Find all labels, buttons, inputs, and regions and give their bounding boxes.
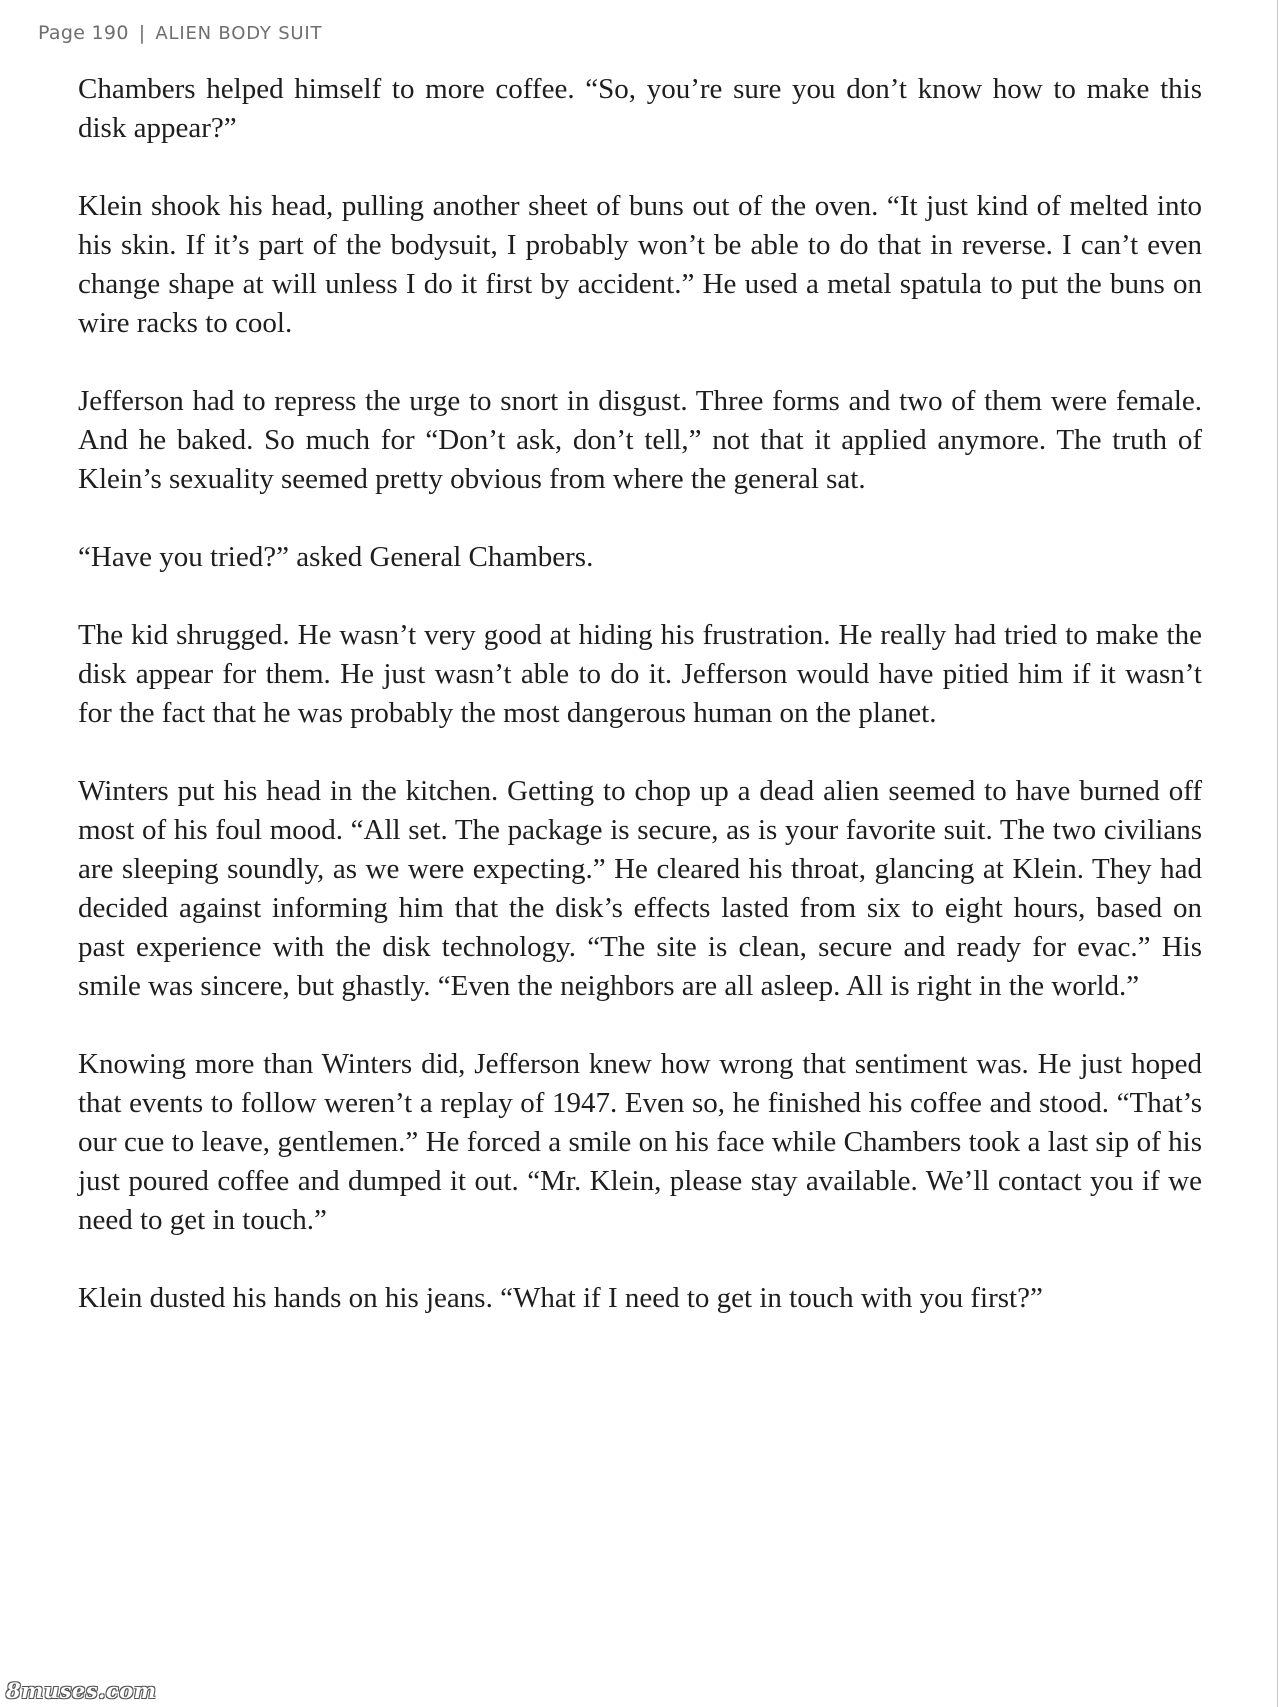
running-header (38, 22, 322, 44)
watermark-logo: 8muses.com (6, 1678, 157, 1703)
book-title: ALIEN BODY SUIT (155, 23, 323, 44)
paragraph: “Have you tried?” asked General Chambers. (78, 541, 594, 573)
paragraph: Klein shook his head, pulling another sheet of buns out of the oven. “It just kind of melted into his skin. If it’s part of the bodysuit, I probably won’t be able to do that in reverse. I can’t even change shape at will unless I do it first by accident.” He used a metal spatula to put the buns on wire racks to cool. (78, 190, 1202, 339)
paragraph: The kid shrugged. He wasn’t very good at hiding his frustration. He really had tried to make the disk appear for them. He just wasn’t able to do it. Jefferson would have pitied him if it wasn’t for the fact that he was probably the most dangerous human on the planet. (78, 619, 1202, 729)
paragraph: Jefferson had to repress the urge to snort in disgust. Three forms and two of them were female. And he baked. So much for “Don’t ask, don’t tell,” not that it applied anymore. The truth of Klein’s sexuality seemed pretty obvious from where the general sat. (78, 385, 1202, 495)
paragraph: Knowing more than Winters did, Jefferson knew how wrong that sentiment was. He just hoped that events to follow weren’t a replay of 1947. Even so, he finished his coffee and stood. “That’s our cue to leave, gentlemen.” He forced a smile on his face while Chambers took a last sip of his just poured coffee and dumped it out. “Mr. Klein, please stay available. We’ll contact you if we need to get in touch.” (78, 1048, 1202, 1236)
paragraph: Klein dusted his hands on his jeans. “What if I need to get in touch with you first?” (78, 1282, 1043, 1314)
paragraph: Winters put his head in the kitchen. Getting to chop up a dead alien seemed to have burned off most of his foul mood. “All set. The package is secure, as is your favorite suit. The two civilians are sleeping soundly, as we were expecting.” He cleared his throat, glancing at Klein. They had decided against informing him that the disk’s effects lasted from six to eight hours, based on past experience with the disk technology. “The site is clean, secure and ready for evac.” His smile was sincere, but ghastly. “Even the neighbors are all asleep. All is right in the world.” (78, 775, 1202, 1002)
page-edge-divider (1277, 0, 1278, 1707)
paragraph: Chambers helped himself to more coffee. “So, you’re sure you don’t know how to make this disk appear?” (78, 73, 1202, 144)
page-number: Page 190 (38, 22, 129, 44)
body-text (78, 70, 1202, 1357)
header-separator: | (138, 22, 146, 44)
